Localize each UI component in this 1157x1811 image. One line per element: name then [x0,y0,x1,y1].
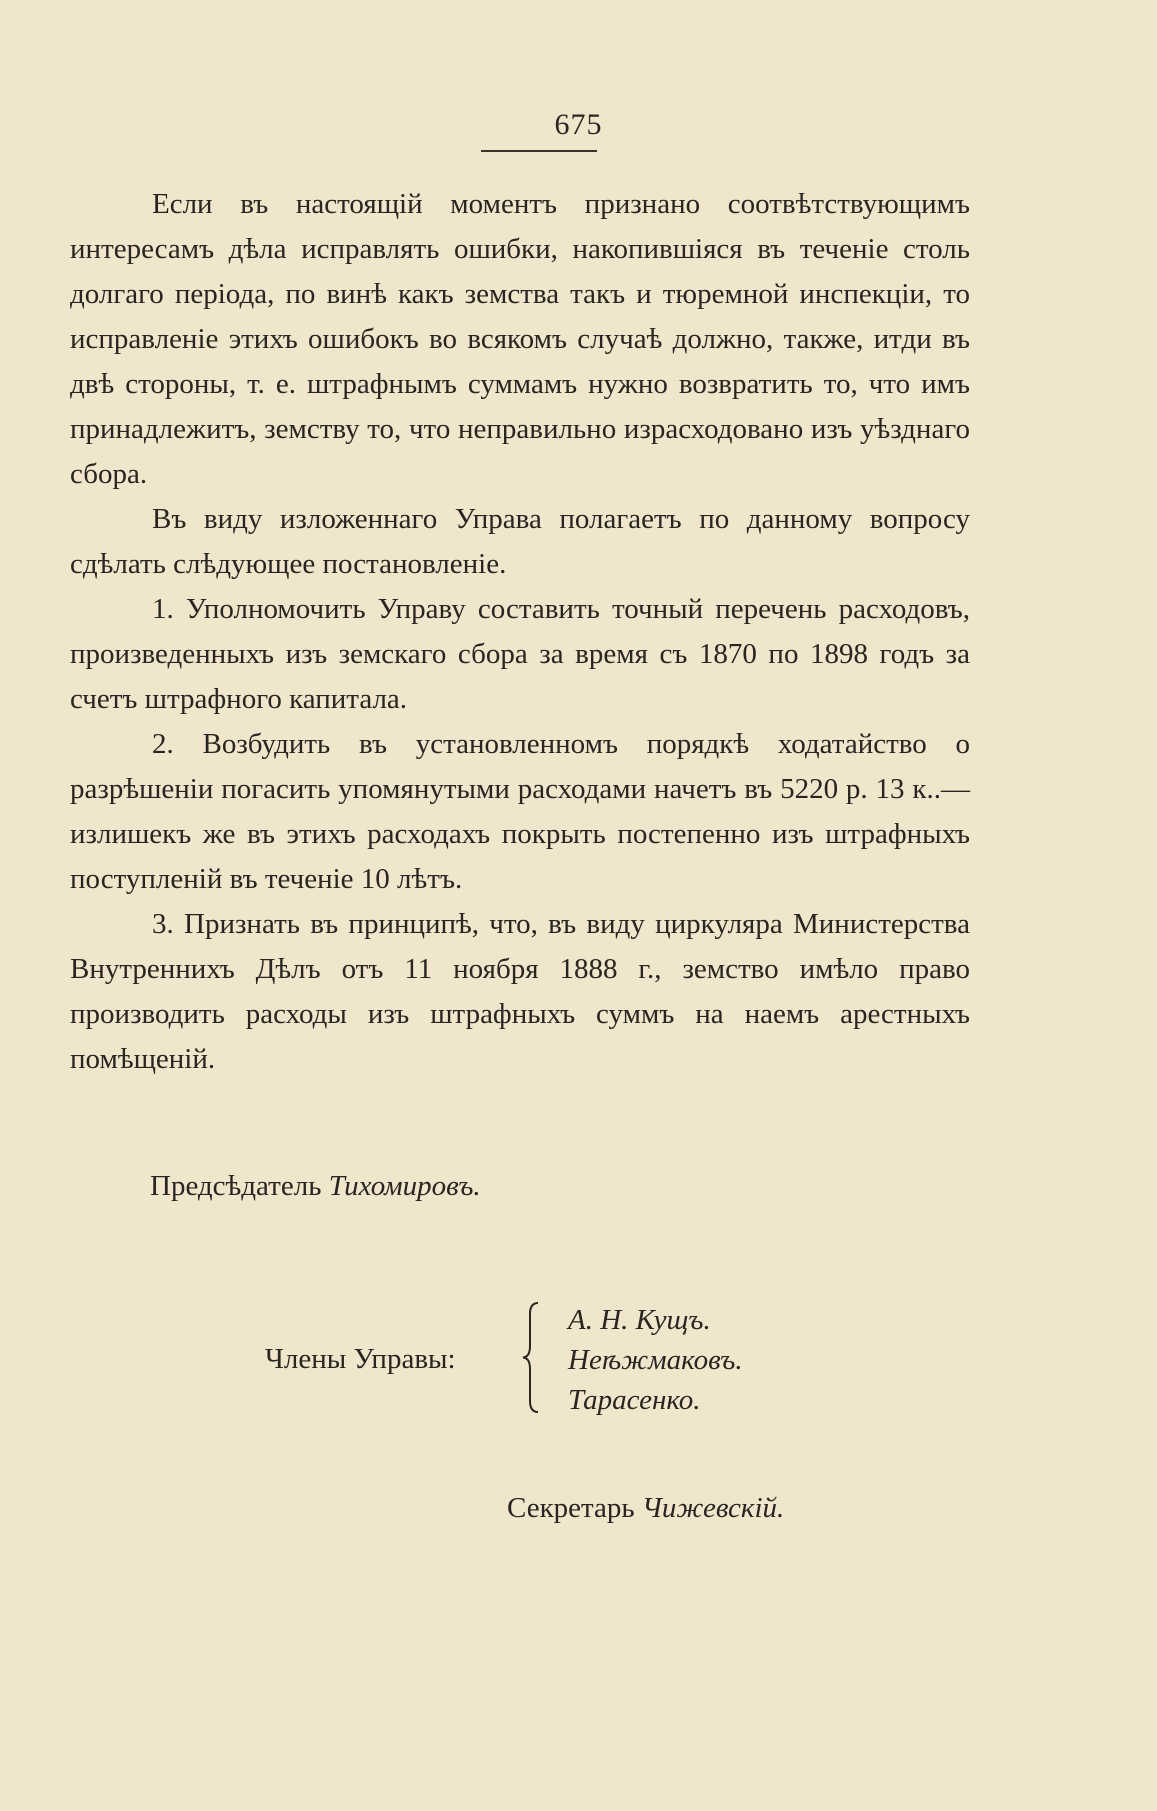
paragraph-item-3: 3. Признать въ принципѣ, что, въ виду циркуляра Министерства Внутреннихъ Дѣлъ отъ 11 ноября 1888 г., земство имѣло право производить расходы изъ штрафныхъ суммъ на наемъ арестныхъ помѣщеній. [70,908,970,1075]
page-number: 675 [554,108,603,141]
member-name: А. Н. Кущъ. [568,1304,711,1336]
page-number-rule [481,150,597,152]
members-list [568,1300,743,1420]
chairman-title: Предсѣдатель [150,1170,322,1202]
chairman-signature [150,1170,481,1203]
paragraph-item-2: 2. Возбудить въ установленномъ порядкѣ ходатайство о разрѣшеніи погасить упомянутыми расходами начетъ въ 5220 р. 13 к..—излишекъ же въ этихъ расходахъ покрыть постепенно изъ штрафныхъ поступленій въ теченіе 10 лѣтъ. [70,728,970,895]
secretary-name: Чижевскій. [641,1492,785,1524]
secretary-signature [507,1492,784,1525]
chairman-name: Тихомировъ. [328,1170,481,1202]
paragraph-item-1: 1. Уполномочить Управу составить точный перечень расходовъ, произведенныхъ изъ земскаго сбора за время съ 1870 по 1898 годъ за счетъ штрафного капитала. [70,593,970,715]
members-brace [520,1300,542,1415]
member-name: Неѣжмаковъ. [568,1344,743,1376]
body-text [70,182,970,1082]
paragraph-proposal: Въ виду изложеннаго Управа полагаетъ по данному вопросу сдѣлать слѣдующее постановленіе. [70,503,970,580]
paragraph-intro: Если въ настоящій моментъ признано соотвѣтствующимъ интересамъ дѣла исправлять ошибки, накопившіяся въ теченіе столь долгаго періода, по винѣ какъ земства такъ и тюремной инспекціи, то исправленіе этихъ ошибокъ во всякомъ случаѣ должно, также, итди въ двѣ стороны, т. е. штрафнымъ суммамъ нужно возвратить то, что имъ принадлежитъ, земству то, что неправильно израсходовано изъ уѣзднаго сбора. [70,188,970,490]
members-label: Члены Управы: [265,1343,456,1375]
member-name: Тарасенко. [568,1384,701,1416]
secretary-title: Секретарь [507,1492,635,1524]
